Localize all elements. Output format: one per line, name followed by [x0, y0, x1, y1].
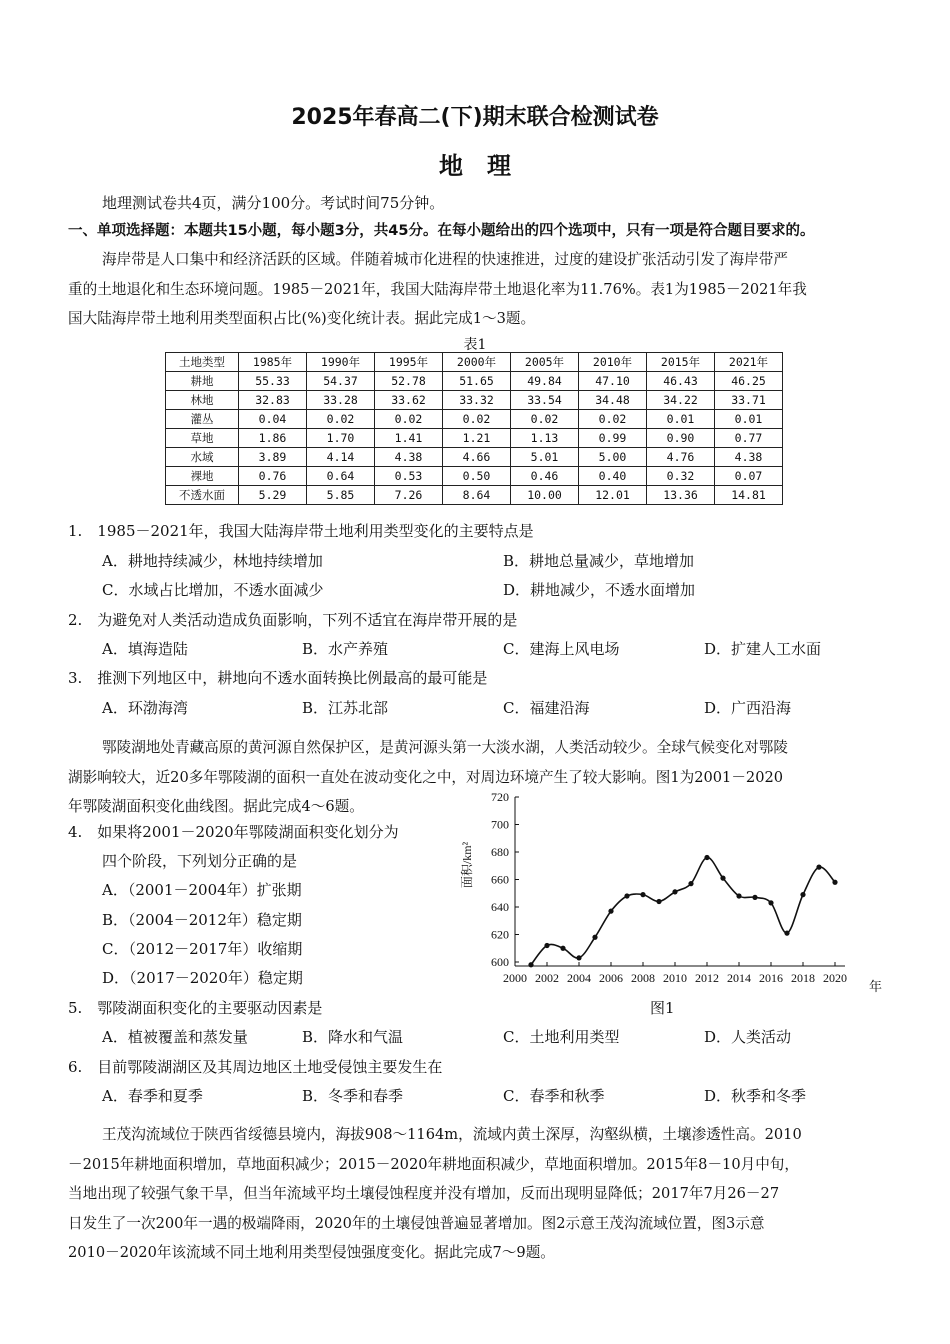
- x-tick-label: 2008: [631, 971, 655, 985]
- q6-option-b: B．冬季和春季: [302, 1087, 404, 1105]
- table-cell: 0.02: [579, 410, 647, 429]
- table-cell: 0.04: [239, 410, 307, 429]
- data-point: [688, 881, 693, 886]
- table-cell: 0.77: [715, 429, 783, 448]
- table-cell: 13.36: [647, 486, 715, 505]
- data-point: [832, 880, 837, 885]
- table-cell: 0.90: [647, 429, 715, 448]
- table-cell: 0.02: [307, 410, 375, 429]
- q3-option-c: C．福建沿海: [503, 699, 590, 717]
- table-cell: 46.25: [715, 372, 783, 391]
- q2-option-c: C．建海上风电场: [503, 640, 620, 658]
- y-tick-label: 680: [491, 845, 509, 859]
- table-cell: 0.40: [579, 467, 647, 486]
- table-cell: 33.54: [511, 391, 579, 410]
- table-row-label: 耕地: [166, 372, 239, 391]
- q3-option-b: B．江苏北部: [302, 699, 389, 717]
- table-header-cell: 1985年: [239, 353, 307, 372]
- passage-line: 海岸带是人口集中和经济活跃的区域。伴随着城市化进程的快速推进，过度的建设扩张活动引发了海岸带严: [102, 251, 788, 268]
- table-header-row: [166, 353, 783, 372]
- q2-option-a: A．填海造陆: [102, 640, 188, 658]
- q5-option-c: C．土地利用类型: [503, 1028, 620, 1046]
- data-point: [528, 962, 533, 967]
- data-point: [720, 876, 725, 881]
- q5-option-d: D．人类活动: [704, 1028, 792, 1046]
- table-cell: 0.99: [579, 429, 647, 448]
- table-cell: 0.01: [715, 410, 783, 429]
- q1-option-a: A．耕地持续减少，林地持续增加: [102, 552, 323, 570]
- table-cell: 0.64: [307, 467, 375, 486]
- passage-line: －2015年耕地面积增加，草地面积减少；2015－2020年耕地面积减少，草地面积增加。2015年8－10月中旬，: [68, 1155, 799, 1173]
- table-cell: 0.53: [375, 467, 443, 486]
- table-cell: 0.76: [239, 467, 307, 486]
- q6-option-a: A．春季和夏季: [102, 1087, 203, 1105]
- table-header-cell: 1990年: [307, 353, 375, 372]
- table-row-label: 草地: [166, 429, 239, 448]
- question-4: 4. 如果将2001－2020年鄂陵湖面积变化划分为: [68, 823, 399, 841]
- data-point: [608, 909, 613, 914]
- table-row: [166, 372, 783, 391]
- data-point: [624, 893, 629, 898]
- y-tick-label: 620: [491, 927, 509, 942]
- table-cell: 0.02: [511, 410, 579, 429]
- table-cell: 5.29: [239, 486, 307, 505]
- y-tick-label: 660: [491, 872, 509, 887]
- table-cell: 1.70: [307, 429, 375, 448]
- data-point: [752, 895, 757, 900]
- passage-line: 湖影响较大，近20多年鄂陵湖的面积一直处在波动变化之中，对周边环境产生了较大影响。图1为2001－2020: [68, 768, 784, 786]
- table-cell: 52.78: [375, 372, 443, 391]
- passage-line: 日发生了一次200年一遇的极端降雨，2020年的土壤侵蚀普遍显著增加。图2示意王茂沟流域位置，图3示意: [68, 1214, 765, 1232]
- table-cell: 4.38: [715, 448, 783, 467]
- table-cell: 0.02: [375, 410, 443, 429]
- x-tick-label: 2000: [503, 971, 527, 985]
- x-tick-label: 2006: [599, 971, 623, 985]
- q1-option-c: C．水域占比增加，不透水面减少: [102, 581, 324, 599]
- exam-intro: 地理测试卷共4页，满分100分。考试时间75分钟。: [102, 194, 445, 212]
- q2-option-d: D．扩建人工水面: [704, 640, 822, 658]
- x-tick-label: 2020: [823, 971, 847, 985]
- table-cell: 55.33: [239, 372, 307, 391]
- data-point: [640, 892, 645, 897]
- table-cell: 34.48: [579, 391, 647, 410]
- question-3: 3. 推测下列地区中，耕地向不透水面转换比例最高的最可能是: [68, 669, 488, 687]
- q2-option-b: B．水产养殖: [302, 640, 389, 658]
- passage-line: 年鄂陵湖面积变化曲线图。据此完成4～6题。: [68, 798, 364, 815]
- figure-1-caption: 图1: [650, 999, 675, 1017]
- q1-option-d: D．耕地减少，不透水面增加: [503, 581, 696, 599]
- passage-line: 国大陆海岸带土地利用类型面积占比(%)变化统计表。据此完成1～3题。: [68, 310, 536, 327]
- area-curve: [531, 857, 835, 964]
- table-cell: 1.21: [443, 429, 511, 448]
- table-cell: 4.66: [443, 448, 511, 467]
- y-tick-label: 700: [491, 817, 509, 832]
- table-cell: 8.64: [443, 486, 511, 505]
- chart-ticks: [491, 790, 847, 985]
- data-point: [560, 946, 565, 951]
- table-cell: 4.38: [375, 448, 443, 467]
- y-tick-label: 600: [491, 955, 509, 969]
- passage-line: 鄂陵湖地处青藏高原的黄河源自然保护区，是黄河源头第一大淡水湖，人类活动较少。全球气候变化对鄂陵: [102, 739, 788, 756]
- table-cell: 46.43: [647, 372, 715, 391]
- table-cell: 4.76: [647, 448, 715, 467]
- table-cell: 5.00: [579, 448, 647, 467]
- data-point: [704, 855, 709, 860]
- q6-option-d: D．秋季和冬季: [704, 1087, 807, 1105]
- data-points: [528, 855, 837, 967]
- table-row-label: 裸地: [166, 467, 239, 486]
- table-row: [166, 467, 783, 486]
- x-tick-label: 2014: [727, 971, 751, 985]
- table-cell: 14.81: [715, 486, 783, 505]
- q4-option-b: B．（2004－2012年）稳定期: [102, 911, 302, 929]
- table-cell: 1.86: [239, 429, 307, 448]
- x-axis-label: 年: [869, 979, 883, 994]
- data-point: [672, 889, 677, 894]
- section-heading: 一、单项选择题：本题共15小题，每小题3分，共45分。在每小题给出的四个选项中，只有一项是符合题目要求的。: [68, 223, 815, 239]
- table-cell: 1.13: [511, 429, 579, 448]
- table-header-cell: 2015年: [647, 353, 715, 372]
- y-axis-label: 面积/km²: [460, 841, 474, 889]
- q5-option-a: A．植被覆盖和蒸发量: [102, 1028, 248, 1046]
- figure-1-chart: [455, 785, 895, 1025]
- table-cell: 33.62: [375, 391, 443, 410]
- x-tick-label: 2010: [663, 971, 687, 985]
- question-1: 1. 1985－2021年，我国大陆海岸带土地利用类型变化的主要特点是: [68, 522, 534, 540]
- data-point: [576, 955, 581, 960]
- table-cell: 4.14: [307, 448, 375, 467]
- table-cell: 34.22: [647, 391, 715, 410]
- q3-option-a: A．环渤海湾: [102, 699, 188, 717]
- q4-option-d: D．（2017－2020年）稳定期: [102, 969, 303, 987]
- table-cell: 7.26: [375, 486, 443, 505]
- table-cell: 12.01: [579, 486, 647, 505]
- question-6: 6. 目前鄂陵湖湖区及其周边地区土地受侵蚀主要发生在: [68, 1058, 443, 1076]
- x-tick-label: 2018: [791, 971, 815, 985]
- data-point: [736, 893, 741, 898]
- data-point: [784, 931, 789, 936]
- table-cell: 0.01: [647, 410, 715, 429]
- table-cell: 51.65: [443, 372, 511, 391]
- question-4-cont: 四个阶段，下列划分正确的是: [102, 852, 298, 870]
- table-cell: 5.85: [307, 486, 375, 505]
- table-row: [166, 448, 783, 467]
- x-tick-label: 2012: [695, 971, 719, 985]
- passage-1: [68, 245, 886, 334]
- x-tick-label: 2004: [567, 971, 591, 985]
- q3-option-d: D．广西沿海: [704, 699, 792, 717]
- table-cell: 0.02: [443, 410, 511, 429]
- q5-option-b: B．降水和气温: [302, 1028, 404, 1046]
- question-5: 5. 鄂陵湖面积变化的主要驱动因素是: [68, 999, 323, 1017]
- q4-option-c: C．（2012－2017年）收缩期: [102, 940, 303, 958]
- table-cell: 49.84: [511, 372, 579, 391]
- chart-axes: [515, 797, 845, 966]
- table-cell: 5.01: [511, 448, 579, 467]
- x-tick-label: 2016: [759, 971, 783, 985]
- table-cell: 33.71: [715, 391, 783, 410]
- data-point: [592, 935, 597, 940]
- table-cell: 0.07: [715, 467, 783, 486]
- passage-3: [68, 1120, 886, 1268]
- table-header-cell: 2000年: [443, 353, 511, 372]
- question-2: 2. 为避免对人类活动造成负面影响，下列不适宜在海岸带开展的是: [68, 611, 518, 629]
- table-row-label: 水域: [166, 448, 239, 467]
- passage-line: 2010－2020年该流域不同土地利用类型侵蚀强度变化。据此完成7～9题。: [68, 1244, 555, 1261]
- table-cell: 0.46: [511, 467, 579, 486]
- table-cell: 47.10: [579, 372, 647, 391]
- subject-title: 地理: [439, 152, 535, 180]
- y-tick-label: 640: [491, 900, 509, 914]
- table-header-cell: 1995年: [375, 353, 443, 372]
- table-row: [166, 410, 783, 429]
- table-header-cell: 2005年: [511, 353, 579, 372]
- table-row-label: 不透水面: [166, 486, 239, 505]
- table-caption: 表1: [463, 337, 487, 353]
- table-row: [166, 429, 783, 448]
- data-point: [544, 943, 549, 948]
- table-cell: 0.50: [443, 467, 511, 486]
- passage-line: 当地出现了较强气象干旱，但当年流域平均土壤侵蚀程度并没有增加，反而出现明显降低；2017年7月26－27: [68, 1185, 780, 1202]
- table-cell: 0.32: [647, 467, 715, 486]
- table-cell: 32.83: [239, 391, 307, 410]
- table-cell: 10.00: [511, 486, 579, 505]
- q6-option-c: C．春季和秋季: [503, 1087, 605, 1105]
- table-cell: 1.41: [375, 429, 443, 448]
- passage-line: 王茂沟流域位于陕西省绥德县境内，海拔908～1164m，流域内黄土深厚，沟壑纵横，土壤渗透性高。2010: [102, 1126, 802, 1143]
- table-row: [166, 391, 783, 410]
- q4-option-a: A．（2001－2004年）扩张期: [102, 881, 302, 899]
- table-cell: 33.32: [443, 391, 511, 410]
- table-row-label: 灌丛: [166, 410, 239, 429]
- table-header-cell: 土地类型: [166, 353, 239, 372]
- data-point: [800, 892, 805, 897]
- table-header-cell: 2010年: [579, 353, 647, 372]
- data-point: [768, 900, 773, 905]
- page-title: 2025年春高二(下)期末联合检测试卷: [291, 105, 659, 130]
- table-cell: 54.37: [307, 372, 375, 391]
- y-tick-label: 720: [491, 790, 509, 804]
- data-point: [816, 865, 821, 870]
- x-tick-label: 2002: [535, 971, 559, 985]
- passage-line: 重的土地退化和生态环境问题。1985－2021年，我国大陆海岸带土地退化率为11.76%。表1为1985－2021年我: [68, 280, 807, 298]
- table-row-label: 林地: [166, 391, 239, 410]
- table-row: [166, 486, 783, 505]
- table-header-cell: 2021年: [715, 353, 783, 372]
- q1-option-b: B．耕地总量减少，草地增加: [503, 552, 695, 570]
- table-1: [165, 352, 783, 505]
- data-point: [656, 899, 661, 904]
- table-cell: 3.89: [239, 448, 307, 467]
- table-cell: 33.28: [307, 391, 375, 410]
